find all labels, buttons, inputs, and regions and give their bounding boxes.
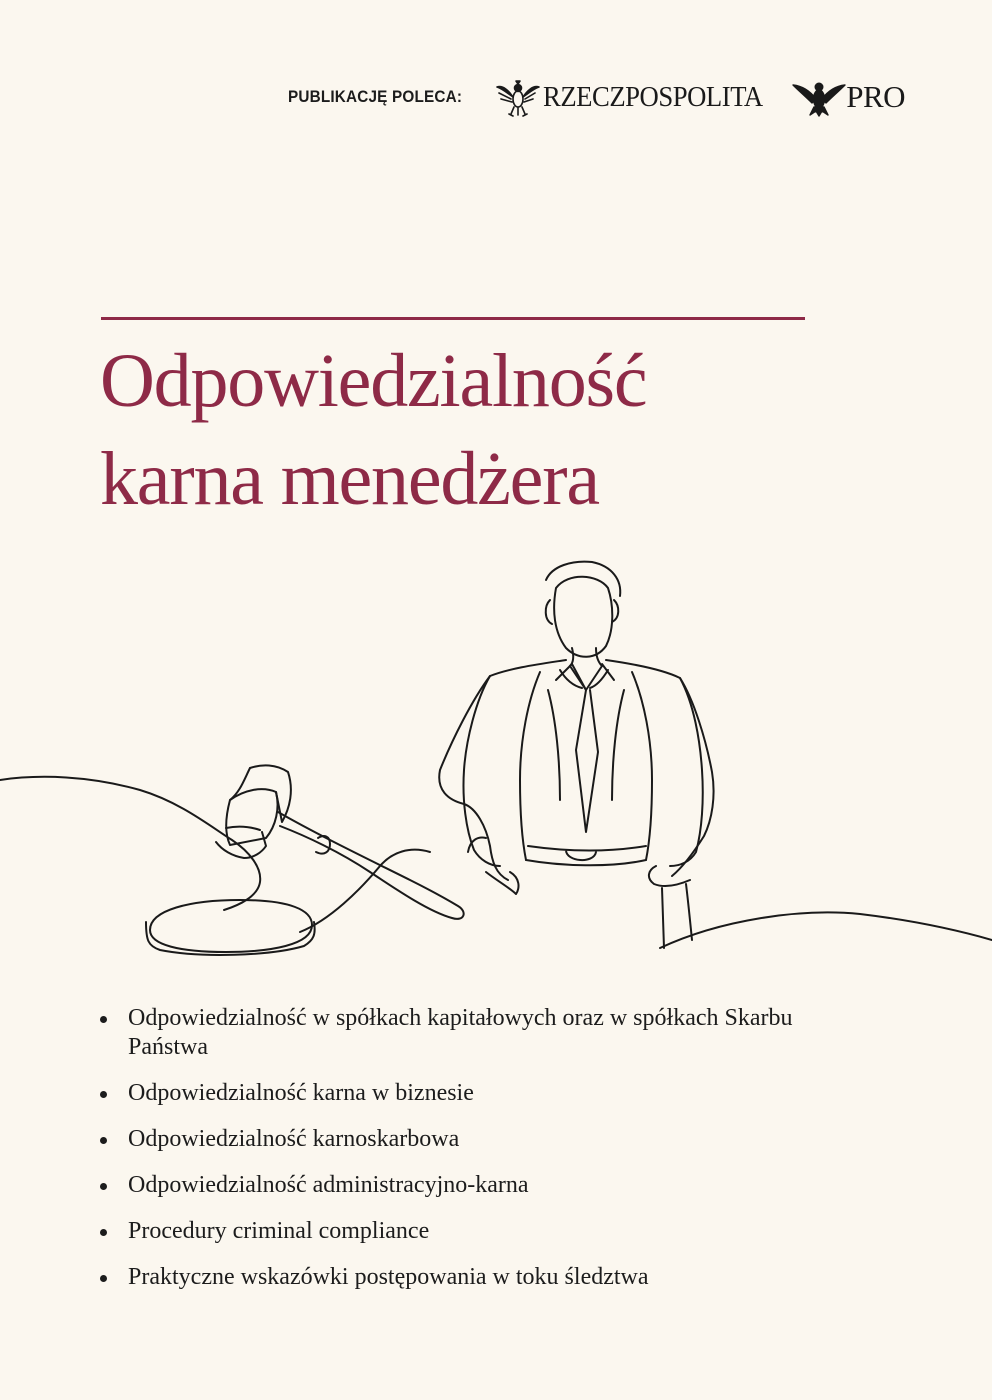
bullet-icon	[100, 1137, 107, 1144]
bullet-icon	[100, 1275, 107, 1282]
bullet-icon	[100, 1016, 107, 1023]
eagle-pro-icon	[792, 77, 846, 117]
topic-text: Praktyczne wskazówki postępowania w toku śledztwa	[128, 1264, 649, 1290]
bullet-icon	[100, 1091, 107, 1098]
eagle-icon	[495, 77, 541, 117]
topic-item	[100, 1125, 820, 1154]
pro-logo	[792, 77, 905, 117]
rzeczpospolita-wordmark: RZECZPOSPOLITA	[543, 80, 764, 113]
bullet-icon	[100, 1183, 107, 1190]
pro-wordmark: PRO	[846, 79, 906, 114]
gavel-handle	[278, 812, 464, 919]
recommend-label: PUBLIKACJĘ POLECA:	[288, 87, 463, 106]
book-title	[100, 332, 646, 528]
title-rule	[101, 317, 805, 320]
publisher-header	[288, 72, 908, 122]
topics-list	[100, 1004, 820, 1309]
manager-gavel-line-illustration	[0, 540, 992, 980]
book-title-line-2: karna menedżera	[100, 437, 599, 521]
topic-text: Procedury criminal compliance	[128, 1218, 430, 1244]
topic-item	[100, 1004, 820, 1062]
topic-text: Odpowiedzialność administracyjno-karna	[128, 1172, 529, 1198]
topic-item	[100, 1263, 820, 1292]
topic-text: Odpowiedzialność karnoskarbowa	[128, 1126, 460, 1152]
rzeczpospolita-logo	[495, 77, 782, 117]
topic-text: Odpowiedzialność w spółkach kapitałowych oraz w spółkach Skarbu Państwa	[128, 1005, 793, 1060]
topic-text: Odpowiedzialność karna w biznesie	[128, 1080, 474, 1106]
bullet-icon	[100, 1229, 107, 1236]
man-belt	[528, 846, 646, 860]
book-title-line-1: Odpowiedzialność	[100, 339, 647, 423]
man-head	[554, 577, 612, 657]
continuous-line	[0, 777, 260, 910]
topic-item	[100, 1217, 820, 1246]
topic-item	[100, 1171, 820, 1200]
topic-item	[100, 1079, 820, 1108]
